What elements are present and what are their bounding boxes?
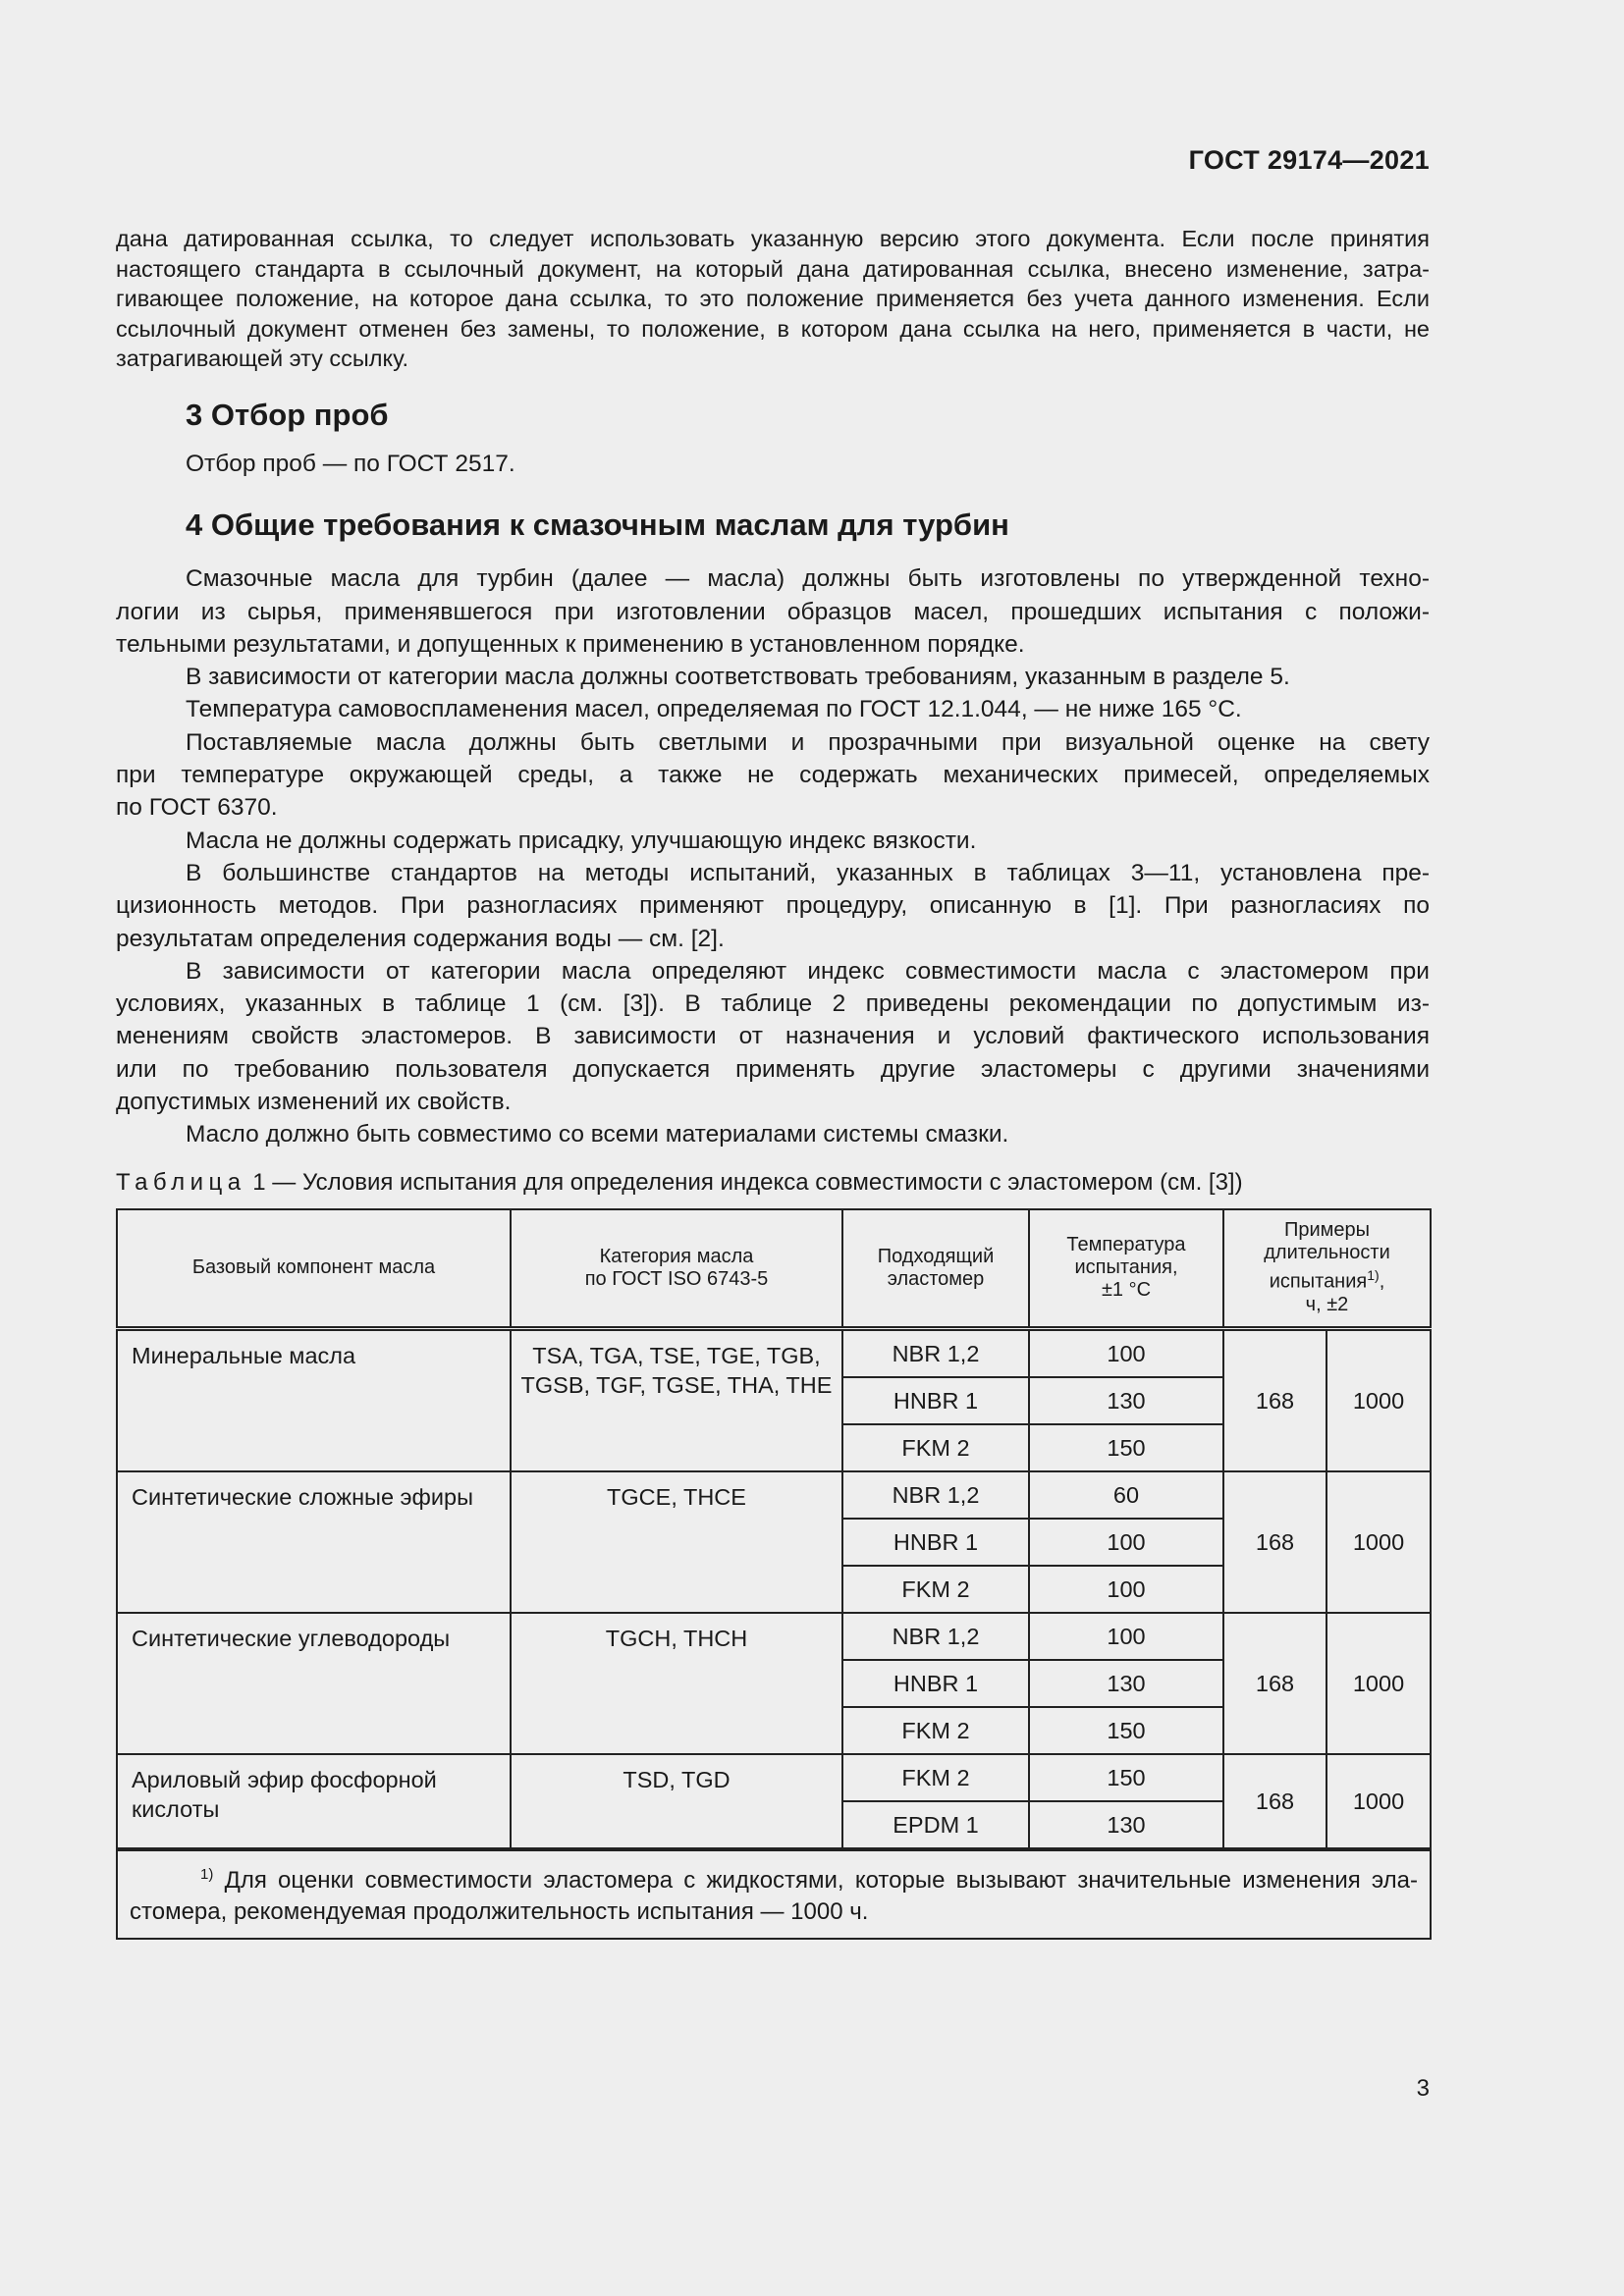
section-4-body bbox=[116, 562, 1430, 1150]
table-footnote bbox=[117, 1849, 1431, 1939]
paragraph-7 bbox=[116, 955, 1430, 1118]
cell-duration-2: 1000 bbox=[1326, 1613, 1431, 1754]
intro-paragraph bbox=[116, 224, 1430, 374]
group-esters bbox=[117, 1471, 1431, 1613]
text-line: результатам определения содержания воды — см. [2]. bbox=[116, 925, 725, 952]
cell-elastomer: HNBR 1 bbox=[842, 1519, 1029, 1566]
cell-elastomer: HNBR 1 bbox=[842, 1377, 1029, 1424]
cell-category: TSA, TGA, TSE, TGE, TGB, TGSB, TGF, TGSE, THA, THE bbox=[511, 1328, 842, 1471]
cell-duration-2: 1000 bbox=[1326, 1471, 1431, 1613]
table-row bbox=[117, 1328, 1431, 1377]
paragraph-5: Масла не должны содержать присадку, улучшающую индекс вязкости. bbox=[186, 827, 977, 854]
cell-duration-2: 1000 bbox=[1326, 1328, 1431, 1471]
text-line: цизионность методов. При разногласиях применяют процедуру, описанную в [1]. При разногласиях по bbox=[116, 892, 1430, 920]
section-3-text: Отбор проб — по ГОСТ 2517. bbox=[186, 450, 515, 477]
header-category: Категория масла по ГОСТ ISO 6743-5 bbox=[511, 1209, 842, 1329]
table-caption-word: Таблица bbox=[116, 1168, 246, 1196]
cell-temp: 150 bbox=[1029, 1754, 1223, 1801]
table-footnote-section bbox=[117, 1849, 1431, 1939]
header-base-component: Базовый компонент масла bbox=[117, 1209, 511, 1329]
paragraph-4 bbox=[116, 726, 1430, 825]
section-4-heading: 4 Общие требования к смазочным маслам для турбин bbox=[186, 507, 1009, 543]
text-line: или по требованию пользователя допускается применять другие эластомеры с другими значениями bbox=[116, 1055, 1430, 1083]
table-1 bbox=[116, 1208, 1432, 1940]
table-footnote-row bbox=[117, 1849, 1431, 1939]
cell-category: TSD, TGD bbox=[511, 1754, 842, 1849]
cell-temp: 100 bbox=[1029, 1613, 1223, 1660]
cell-base: Ариловый эфир фосфорной кислоты bbox=[117, 1754, 511, 1849]
header-temperature: Температура испытания, ±1 °С bbox=[1029, 1209, 1223, 1329]
cell-elastomer: FKM 2 bbox=[842, 1566, 1029, 1613]
text-line: менениям свойств эластомеров. В зависимости от назначения и условий фактического использования bbox=[116, 1023, 1430, 1050]
paragraph-2: В зависимости от категории масла должны соответствовать требованиям, указанным в разделе 5. bbox=[186, 664, 1290, 691]
text-line: логии из сырья, применявшегося при изготовлении образцов масел, прошедших испытания с положи- bbox=[116, 598, 1430, 625]
table-caption bbox=[116, 1167, 1430, 1199]
table-row bbox=[117, 1471, 1431, 1519]
text-line: условиях, указанных в таблице 1 (см. [3]). В таблице 2 приведены рекомендации по допустимым из- bbox=[116, 990, 1430, 1018]
cell-temp: 130 bbox=[1029, 1660, 1223, 1707]
cell-temp: 100 bbox=[1029, 1328, 1223, 1377]
text-line: Поставляемые масла должны быть светлыми и прозрачными при визуальной оценке на свету bbox=[186, 728, 1430, 756]
cell-base: Синтетические углеводороды bbox=[117, 1613, 511, 1754]
text-line: при температуре окружающей среды, а также не содержать механических примесей, определяемых bbox=[116, 762, 1430, 789]
cell-duration-1: 168 bbox=[1223, 1471, 1326, 1613]
cell-base: Синтетические сложные эфиры bbox=[117, 1471, 511, 1613]
cell-elastomer: FKM 2 bbox=[842, 1754, 1029, 1801]
cell-duration-1: 168 bbox=[1223, 1328, 1326, 1471]
cell-elastomer: NBR 1,2 bbox=[842, 1613, 1029, 1660]
paragraph-1 bbox=[116, 562, 1430, 661]
text-line: Смазочные масла для турбин (далее — масла) должны быть изготовлены по утвержденной техно- bbox=[186, 565, 1430, 593]
header-duration: Примеры длительности испытания$^{1)}$, ч, ±2 bbox=[1223, 1209, 1431, 1329]
group-phosphate bbox=[117, 1754, 1431, 1849]
paragraph-8: Масло должно быть совместимо со всеми материалами системы смазки. bbox=[186, 1121, 1009, 1148]
cell-category: TGCH, THCH bbox=[511, 1613, 842, 1754]
section-3-heading: 3 Отбор проб bbox=[186, 397, 389, 432]
cell-temp: 100 bbox=[1029, 1566, 1223, 1613]
cell-temp: 130 bbox=[1029, 1801, 1223, 1849]
cell-elastomer: NBR 1,2 bbox=[842, 1471, 1029, 1519]
page-number: 3 bbox=[1416, 2075, 1430, 2102]
cell-duration-1: 168 bbox=[1223, 1754, 1326, 1849]
table-row bbox=[117, 1613, 1431, 1660]
cell-duration-1: 168 bbox=[1223, 1613, 1326, 1754]
text-line: по ГОСТ 6370. bbox=[116, 794, 278, 822]
cell-elastomer: EPDM 1 bbox=[842, 1801, 1029, 1849]
cell-elastomer: FKM 2 bbox=[842, 1424, 1029, 1471]
paragraph-6 bbox=[116, 857, 1430, 955]
footnote-line: $^{1)}$ Для оценки совместимости эластомера с жидкостями, которые вызывают значительные изменения эла- bbox=[200, 1865, 1418, 1894]
cell-temp: 100 bbox=[1029, 1519, 1223, 1566]
group-mineral bbox=[117, 1328, 1431, 1471]
cell-elastomer: FKM 2 bbox=[842, 1707, 1029, 1754]
text-line: допустимых изменений их свойств. bbox=[116, 1089, 512, 1116]
text-line: ссылочный документ отменен без замены, то положение, в котором дана ссылка на него, применяется в части, не bbox=[116, 315, 1430, 342]
group-hydrocarbons bbox=[117, 1613, 1431, 1754]
text-line: тельными результатами, и допущенных к применению в установленном порядке. bbox=[116, 630, 1025, 658]
cell-elastomer: NBR 1,2 bbox=[842, 1328, 1029, 1377]
cell-category: TGCE, THCE bbox=[511, 1471, 842, 1613]
table-header-row bbox=[117, 1209, 1431, 1329]
page-content bbox=[116, 224, 1430, 1940]
text-line: затрагивающей эту ссылку. bbox=[116, 346, 408, 372]
text-line: В зависимости от категории масла определяют индекс совместимости масла с эластомером при bbox=[186, 957, 1430, 985]
text-line: дана датированная ссылка, то следует использовать указанную версию этого документа. Если после принятия bbox=[116, 226, 1430, 251]
paragraph-3: Температура самовоспламенения масел, определяемая по ГОСТ 12.1.044, — не ниже 165 °С. bbox=[186, 696, 1242, 723]
cell-temp: 150 bbox=[1029, 1707, 1223, 1754]
cell-temp: 150 bbox=[1029, 1424, 1223, 1471]
cell-base: Минеральные масла bbox=[117, 1328, 511, 1471]
document-code: ГОСТ 29174—2021 bbox=[1188, 145, 1430, 175]
text-line: гивающее положение, на которое дана ссылка, то это положение применяется без учета данного изменения. Если bbox=[116, 286, 1430, 312]
cell-elastomer: HNBR 1 bbox=[842, 1660, 1029, 1707]
cell-temp: 130 bbox=[1029, 1377, 1223, 1424]
text-line: настоящего стандарта в ссылочный документ, на который дана датированная ссылка, внесено изменение, затра- bbox=[116, 255, 1430, 282]
table-row bbox=[117, 1754, 1431, 1801]
table-caption-text: 1 — Условия испытания для определения индекса совместимости с эластомером (см. [3]) bbox=[252, 1168, 1243, 1196]
cell-duration-2: 1000 bbox=[1326, 1754, 1431, 1849]
footnote-line: стомера, рекомендуемая продолжительность испытания — 1000 ч. bbox=[130, 1897, 869, 1925]
header-elastomer: Подходящий эластомер bbox=[842, 1209, 1029, 1329]
cell-temp: 60 bbox=[1029, 1471, 1223, 1519]
text-line: В большинстве стандартов на методы испытаний, указанных в таблицах 3—11, установлена пре- bbox=[186, 859, 1430, 886]
